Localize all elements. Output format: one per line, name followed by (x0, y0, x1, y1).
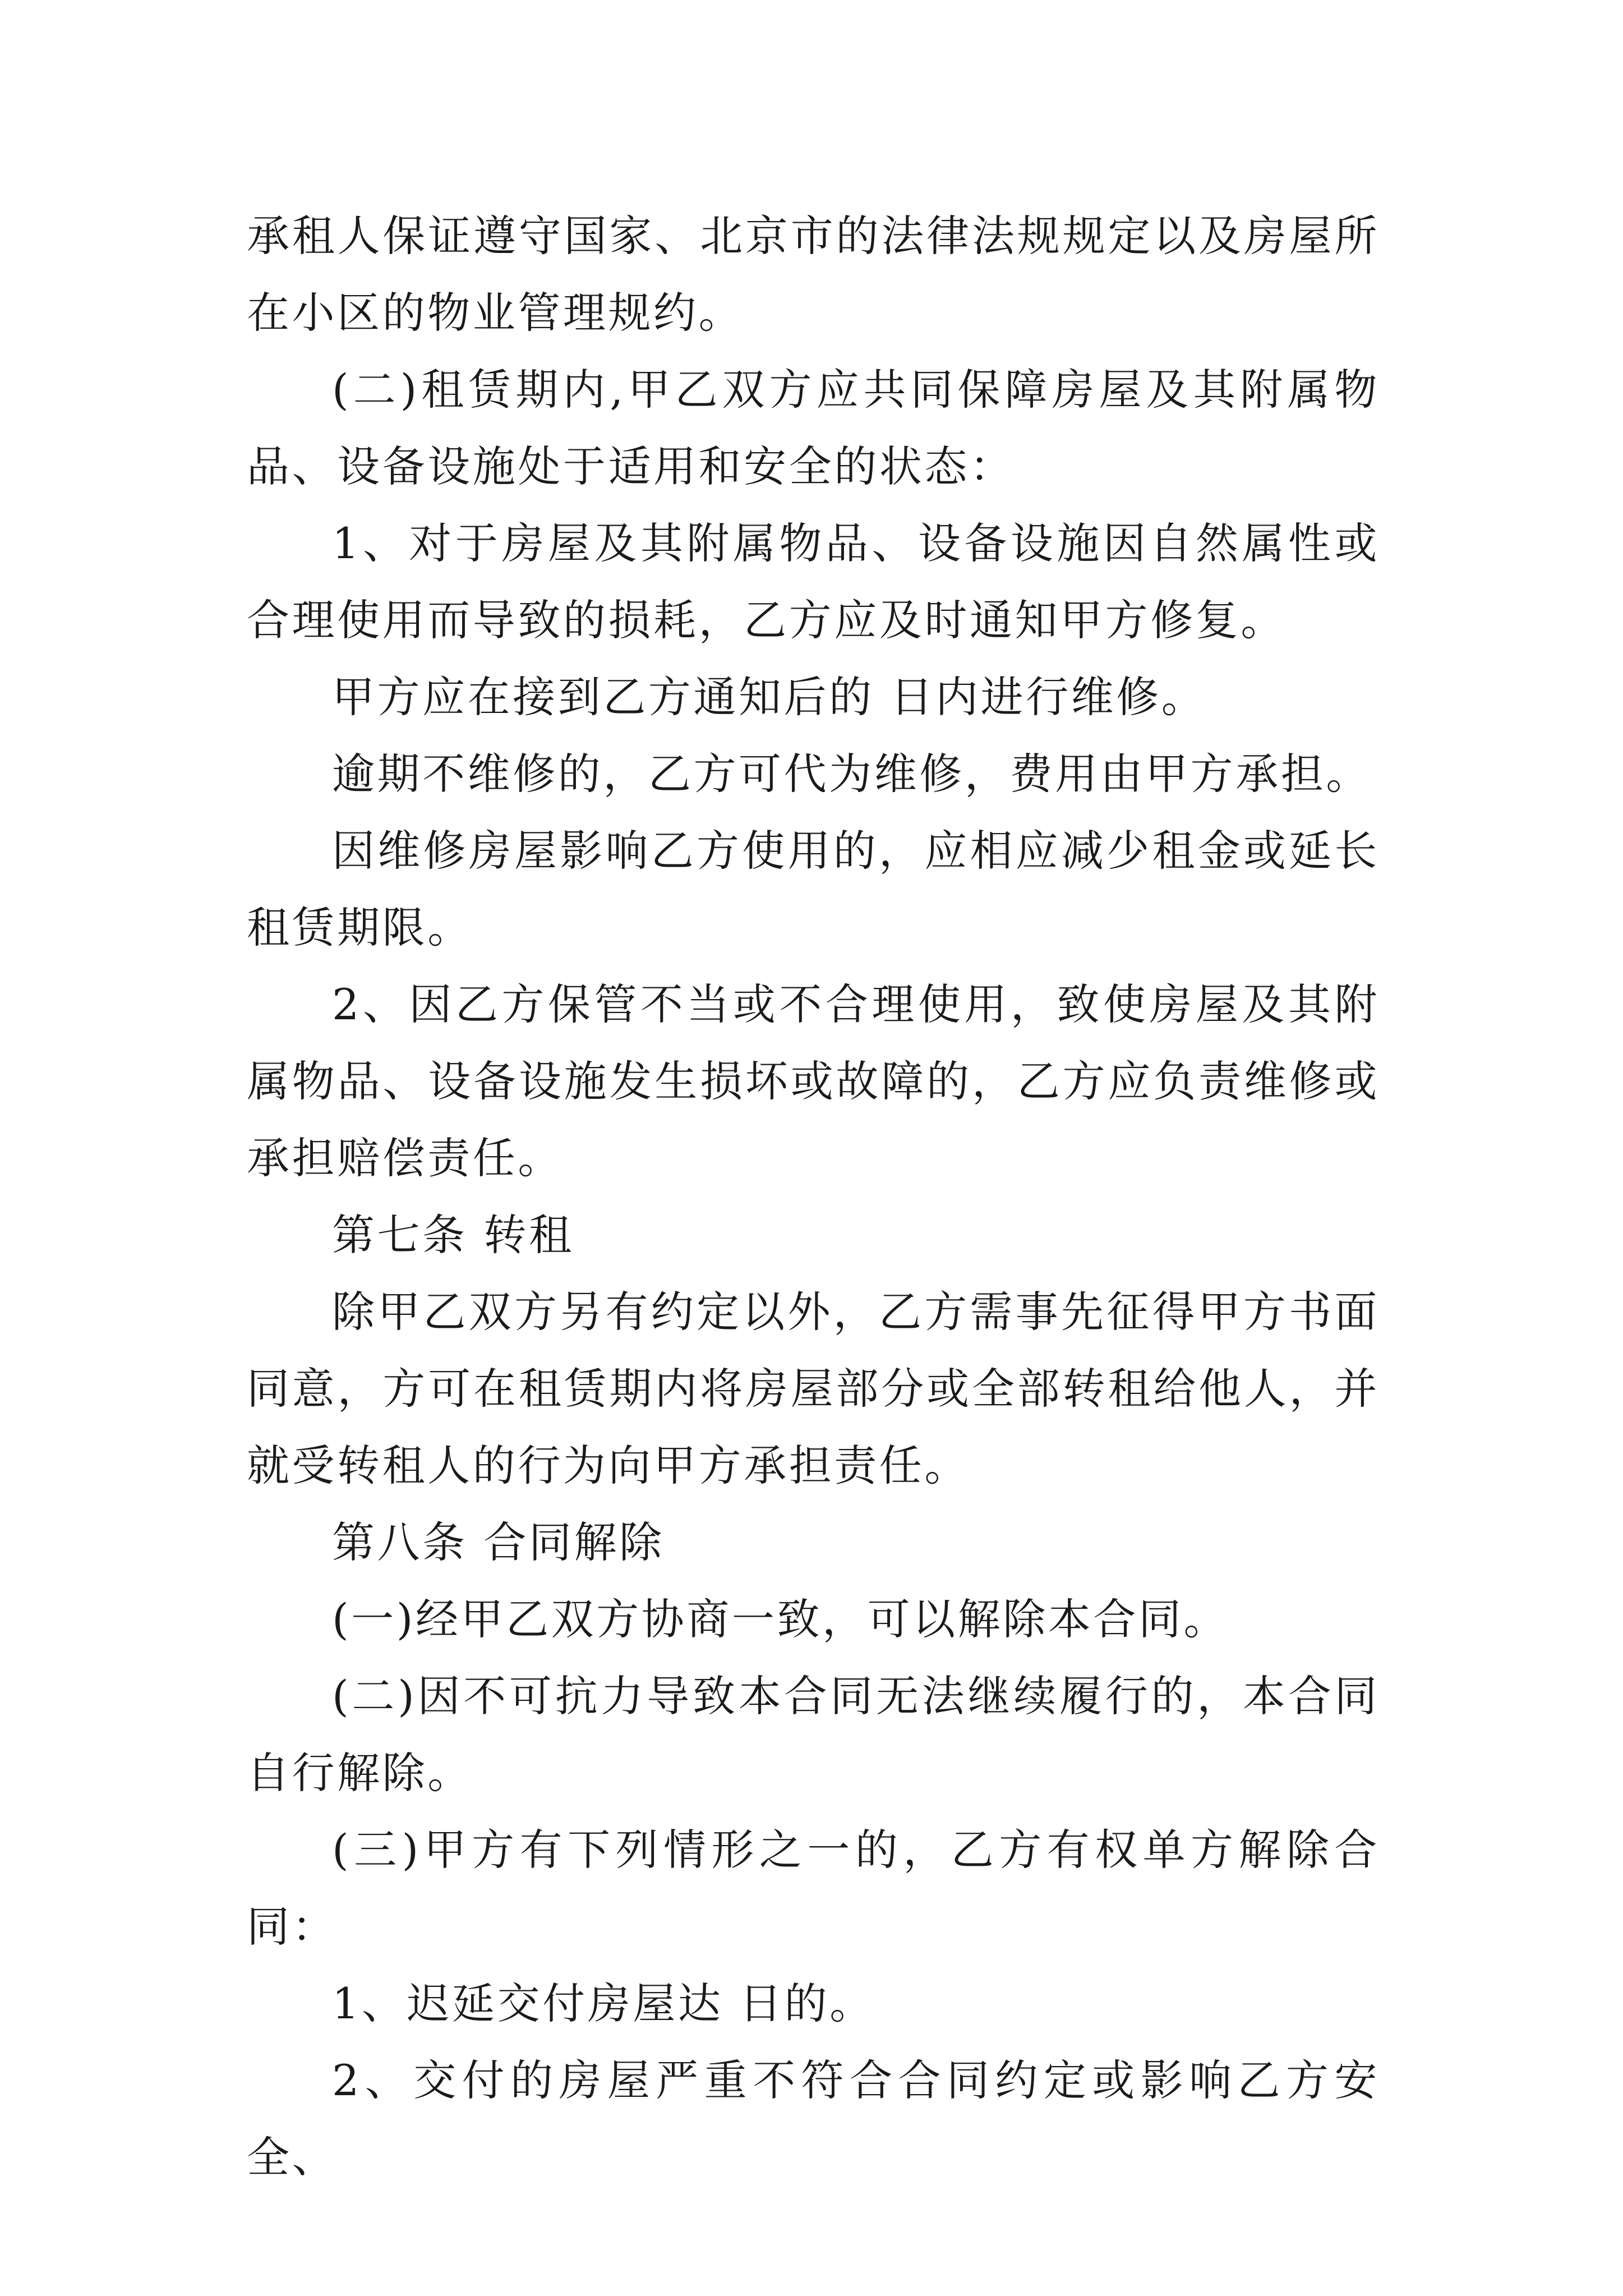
paragraph-natural-wear: 1、对于房屋及其附属物品、设备设施因自然属性或合理使用而导致的损耗，乙方应及时通知甲方修复。 (247, 518, 1380, 645)
paragraph-tenant-compliance: 承租人保证遵守国家、北京市的法律法规规定以及房屋所在小区的物业管理规约。 (247, 211, 1380, 338)
paragraph-mutual-termination: (一)经甲乙双方协商一致，可以解除本合同。 (332, 1594, 1229, 1644)
paragraph-overdue-repair: 逾期不维修的，乙方可代为维修，费用由甲方承担。 (332, 749, 1371, 799)
heading-article-seven: 第七条 转租 (332, 1210, 574, 1260)
paragraph-sublease: 除甲乙双方另有约定以外，乙方需事先征得甲方书面同意，方可在租赁期内将房屋部分或全部转租给他人，并就受转租人的行为向甲方承担责任。 (247, 1287, 1380, 1490)
document-body (247, 197, 1380, 2196)
paragraph-delayed-delivery: 1、迟延交付房屋达 日的。 (332, 1978, 875, 2028)
paragraph-repair-deadline: 甲方应在接到乙方通知后的 日内进行维修。 (332, 672, 1207, 722)
paragraph-rent-reduction: 因维修房屋影响乙方使用的，应相应减少租金或延长租赁期限。 (247, 826, 1380, 953)
paragraph-lease-safety: (二)租赁期内,甲乙双方应共同保障房屋及其附属物品、设备设施处于适用和安全的状态： (247, 365, 1380, 491)
heading-article-eight: 第八条 合同解除 (332, 1517, 665, 1567)
paragraph-tenant-damage: 2、因乙方保管不当或不合理使用，致使房屋及其附属物品、设备设施发生损坏或故障的，乙方应负责维修或承担赔偿责任。 (247, 979, 1380, 1183)
paragraph-nonconforming-house: 2、交付的房屋严重不符合合同约定或影响乙方安全、 (247, 2055, 1380, 2182)
paragraph-force-majeure: (二)因不可抗力导致本合同无法继续履行的，本合同自行解除。 (247, 1671, 1380, 1798)
paragraph-tenant-termination-right: (三)甲方有下列情形之一的，乙方有权单方解除合同： (247, 1825, 1380, 1952)
